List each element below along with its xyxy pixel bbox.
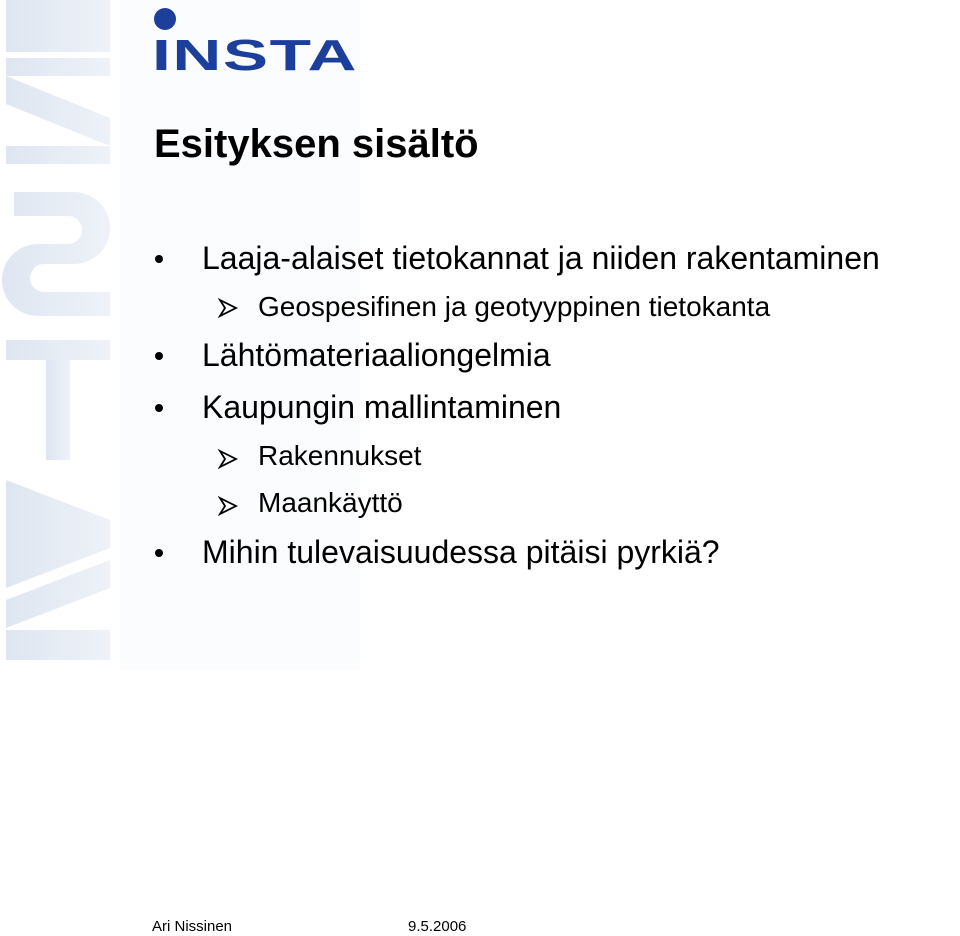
list-item: Rakennukset <box>258 440 422 471</box>
slide-title: Esityksen sisältö <box>154 122 479 166</box>
svg-text:INSTA: INSTA <box>152 31 358 76</box>
bullet-dot <box>155 255 163 263</box>
list-item: Maankäyttö <box>258 487 403 518</box>
footer-date: 9.5.2006 <box>408 918 467 935</box>
list-item: Geospesifinen ja geotyyppinen tietokanta <box>258 291 771 322</box>
bullet-dot <box>155 404 163 412</box>
bullet-dot <box>155 352 163 360</box>
list-item: Kaupungin mallintaminen <box>202 389 562 425</box>
list-item: Mihin tulevaisuudessa pitäisi pyrkiä? <box>202 534 720 570</box>
arrow-bullet-icon <box>218 449 238 469</box>
list-item: Lähtömateriaaliongelmia <box>202 337 551 373</box>
insta-logo <box>146 6 362 76</box>
arrow-bullet-icon <box>218 298 238 318</box>
footer-author: Ari Nissinen <box>152 918 233 935</box>
list-item: Laaja-alaiset tietokannat ja niiden rakentaminen <box>202 240 880 276</box>
bullet-dot <box>155 549 163 557</box>
arrow-bullet-icon <box>218 496 238 516</box>
